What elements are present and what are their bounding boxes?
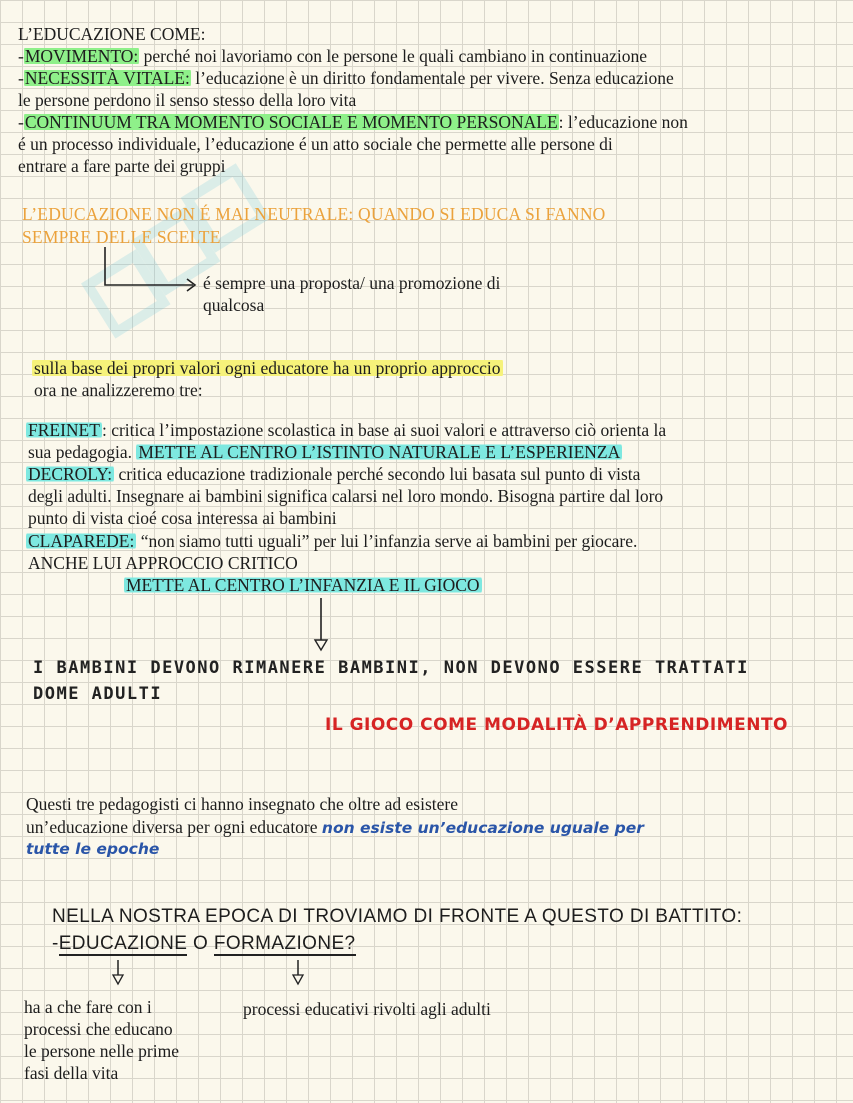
gioco-heading: IL GIOCO COME MODALITÀ D’APPRENDIMENTO: [325, 715, 788, 735]
claparede-key: CLAPAREDE:: [28, 531, 135, 551]
intro-title: L’EDUCAZIONE COME:: [18, 24, 206, 44]
debate-dash: -: [52, 933, 59, 954]
necessita-text: l’educazione è un diritto fondamentale per vivere. Senza educazione: [190, 68, 674, 88]
continuum-key: CONTINUUM TRA MOMENTO SOCIALE E MOMENTO PERSONALE: [24, 112, 558, 132]
approach-line1: [32, 357, 503, 379]
claparede-text-2: ANCHE LUI APPROCCIO CRITICO: [28, 553, 298, 573]
freinet-line-2: [28, 441, 622, 463]
debate-right-1: processi educativi rivolti agli adulti: [243, 999, 491, 1019]
movimento-text: perché noi lavoriamo con le persone le quali cambiano in continuazione: [139, 46, 648, 66]
conclusion-text-2: un’educazione diversa per ogni educatore: [26, 817, 322, 837]
claparede-highlight-line: [124, 574, 482, 596]
continuum-text-2: é un processo individuale, l’educazione é un atto sociale che permette alle persone di: [18, 134, 613, 154]
arrow-right-icon: [95, 245, 205, 295]
arrow-down-right-icon: [288, 958, 308, 988]
continuum-text: : l’educazione non: [558, 112, 688, 132]
freinet-highlight: METTE AL CENTRO L’ISTINTO NATURALE E L’ESPERIENZA: [138, 442, 621, 462]
conclusion-blue-2: tutte le epoche: [26, 840, 160, 858]
freinet-text-2: sua pedagogia.: [28, 442, 137, 462]
arrow-down-left-icon: [108, 958, 128, 988]
continuum-text-3: entrare a fare parte dei gruppi: [18, 156, 226, 176]
freinet-key: FREINET: [28, 420, 100, 440]
decroly-text-3: punto di vista cioé cosa interessa ai bambini: [28, 508, 337, 528]
approach-highlight: sulla base dei propri valori ogni educatore ha un proprio approccio: [34, 358, 501, 378]
decroly-line: [26, 463, 640, 485]
continuum-line: -CONTINUUM TRA MOMENTO SOCIALE E MOMENTO PERSONALE: l’educazione non: [18, 112, 688, 132]
debate-left-4: fasi della vita: [24, 1063, 119, 1083]
claparede-line: [26, 530, 637, 552]
debate-heading: NELLA NOSTRA EPOCA DI TROVIAMO DI FRONTE A QUESTO DI BATTITO:: [52, 906, 743, 927]
necessita-text-2: le persone perdono il senso stesso della loro vita: [18, 90, 357, 110]
decroly-text: critica educazione tradizionale perché secondo lui basata sul punto di vista: [114, 464, 641, 484]
bambini-line1: I BAMBINI DEVONO RIMANERE BAMBINI, NON DEVONO ESSERE TRATTATI: [33, 658, 749, 678]
decroly-text-2: degli adulti. Insegnare ai bambini significa calarsi nel loro mondo. Bisogna partire dal loro: [28, 486, 664, 506]
conclusion-blue-1: non esiste un’educazione uguale per: [321, 819, 644, 837]
necessita-line: -NECESSITÀ VITALE: l’educazione è un diritto fondamentale per vivere. Senza educazione: [18, 68, 674, 88]
approach-line2: ora ne analizzeremo tre:: [34, 380, 203, 400]
arrow-text-1: é sempre una proposta/ una promozione di: [203, 273, 501, 293]
formazione-label: FORMAZIONE?: [213, 933, 356, 954]
conclusion-line2: [26, 816, 644, 839]
bambini-line2: DOME ADULTI: [33, 684, 163, 704]
debate-left-2: processi che educano: [24, 1019, 173, 1039]
decroly-key: DECROLY:: [28, 464, 113, 484]
neutral-heading-line1: L’EDUCAZIONE NON É MAI NEUTRALE: QUANDO SI EDUCA SI FANNO: [22, 204, 606, 224]
movimento-line: -MOVIMENTO: perché noi lavoriamo con le persone le quali cambiano in continuazione: [18, 46, 648, 66]
freinet-line: [26, 419, 666, 441]
claparede-text: “non siamo tutti uguali” per lui l’infanzia serve ai bambini per giocare.: [136, 531, 638, 551]
educazione-label: EDUCAZIONE: [58, 933, 188, 954]
arrow-down-icon: [310, 596, 332, 656]
debate-o: O: [187, 933, 214, 954]
neutral-heading-line2: SEMPRE DELLE SCELTE: [22, 227, 221, 247]
necessita-key: NECESSITÀ VITALE:: [24, 68, 190, 88]
movimento-key: MOVIMENTO:: [24, 46, 139, 66]
debate-left-1: ha a che fare con i: [24, 997, 152, 1017]
freinet-text: : critica l’impostazione scolastica in base ai suoi valori e attraverso ciò orienta la: [101, 420, 667, 440]
debate-choice: [52, 933, 356, 955]
arrow-text-2: qualcosa: [203, 295, 265, 315]
debate-left-3: le persone nelle prime: [24, 1041, 180, 1061]
claparede-highlight: METTE AL CENTRO L’INFANZIA E IL GIOCO: [126, 575, 480, 595]
conclusion-line1: Questi tre pedagogisti ci hanno insegnato che oltre ad esistere: [26, 794, 459, 814]
